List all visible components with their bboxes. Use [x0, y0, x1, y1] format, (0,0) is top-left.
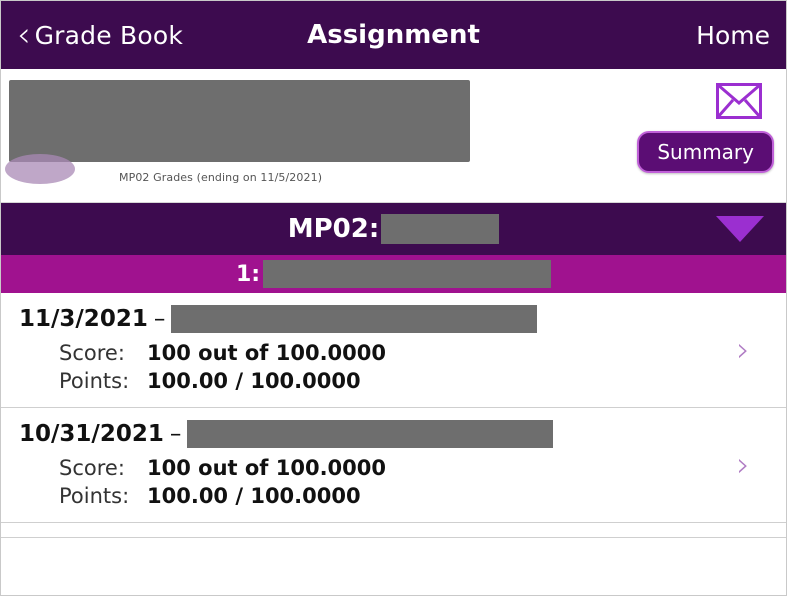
avatar	[5, 154, 75, 184]
row-score-label: Score:	[59, 456, 125, 480]
row-title	[1, 303, 786, 335]
table-row[interactable]	[1, 293, 786, 408]
assignment-index-label: 1:	[235, 261, 261, 287]
marking-period-selector[interactable]	[1, 203, 786, 255]
row-score-value: 100 out of 100.0000	[147, 456, 387, 480]
summary-button[interactable]: Summary	[637, 131, 774, 173]
chevron-right-icon[interactable]: ›	[736, 330, 750, 370]
chevron-left-icon: ‹	[17, 15, 31, 55]
row-separator: –	[169, 421, 182, 447]
row-points-label: Points:	[59, 369, 130, 393]
chevron-right-icon[interactable]: ›	[736, 445, 750, 485]
row-date: 10/31/2021	[19, 421, 164, 447]
row-details	[1, 339, 786, 395]
student-header	[1, 69, 786, 203]
list-bottom-divider	[1, 523, 786, 538]
row-details	[1, 454, 786, 510]
assignment-list	[1, 293, 786, 595]
row-score-label: Score:	[59, 341, 125, 365]
back-button[interactable]	[17, 15, 183, 55]
marking-period-value-redaction	[381, 214, 499, 244]
grading-period-caption: MP02 Grades (ending on 11/5/2021)	[119, 171, 323, 184]
assignment-index-value-redaction	[263, 260, 551, 288]
row-points-value: 100.00 / 100.0000	[147, 369, 361, 393]
row-points-line	[59, 367, 786, 395]
row-title	[1, 418, 786, 450]
row-points-line	[59, 482, 786, 510]
student-name-redaction	[9, 80, 470, 162]
row-points-value: 100.00 / 100.0000	[147, 484, 361, 508]
row-date: 11/3/2021	[19, 306, 148, 332]
row-separator: –	[153, 306, 166, 332]
row-score-line	[59, 339, 786, 367]
top-navbar	[1, 1, 786, 69]
page-title: Assignment	[307, 20, 480, 50]
row-title-redaction	[187, 420, 553, 448]
home-button[interactable]: Home	[696, 20, 770, 50]
row-score-value: 100 out of 100.0000	[147, 341, 387, 365]
back-button-label: Grade Book	[34, 20, 183, 50]
row-points-label: Points:	[59, 484, 130, 508]
caret-down-icon[interactable]	[716, 216, 764, 242]
row-score-line	[59, 454, 786, 482]
table-row[interactable]	[1, 408, 786, 523]
row-title-redaction	[171, 305, 537, 333]
marking-period-label: MP02:	[287, 214, 380, 244]
envelope-icon[interactable]	[716, 83, 762, 119]
assignment-index-bar	[1, 255, 786, 293]
